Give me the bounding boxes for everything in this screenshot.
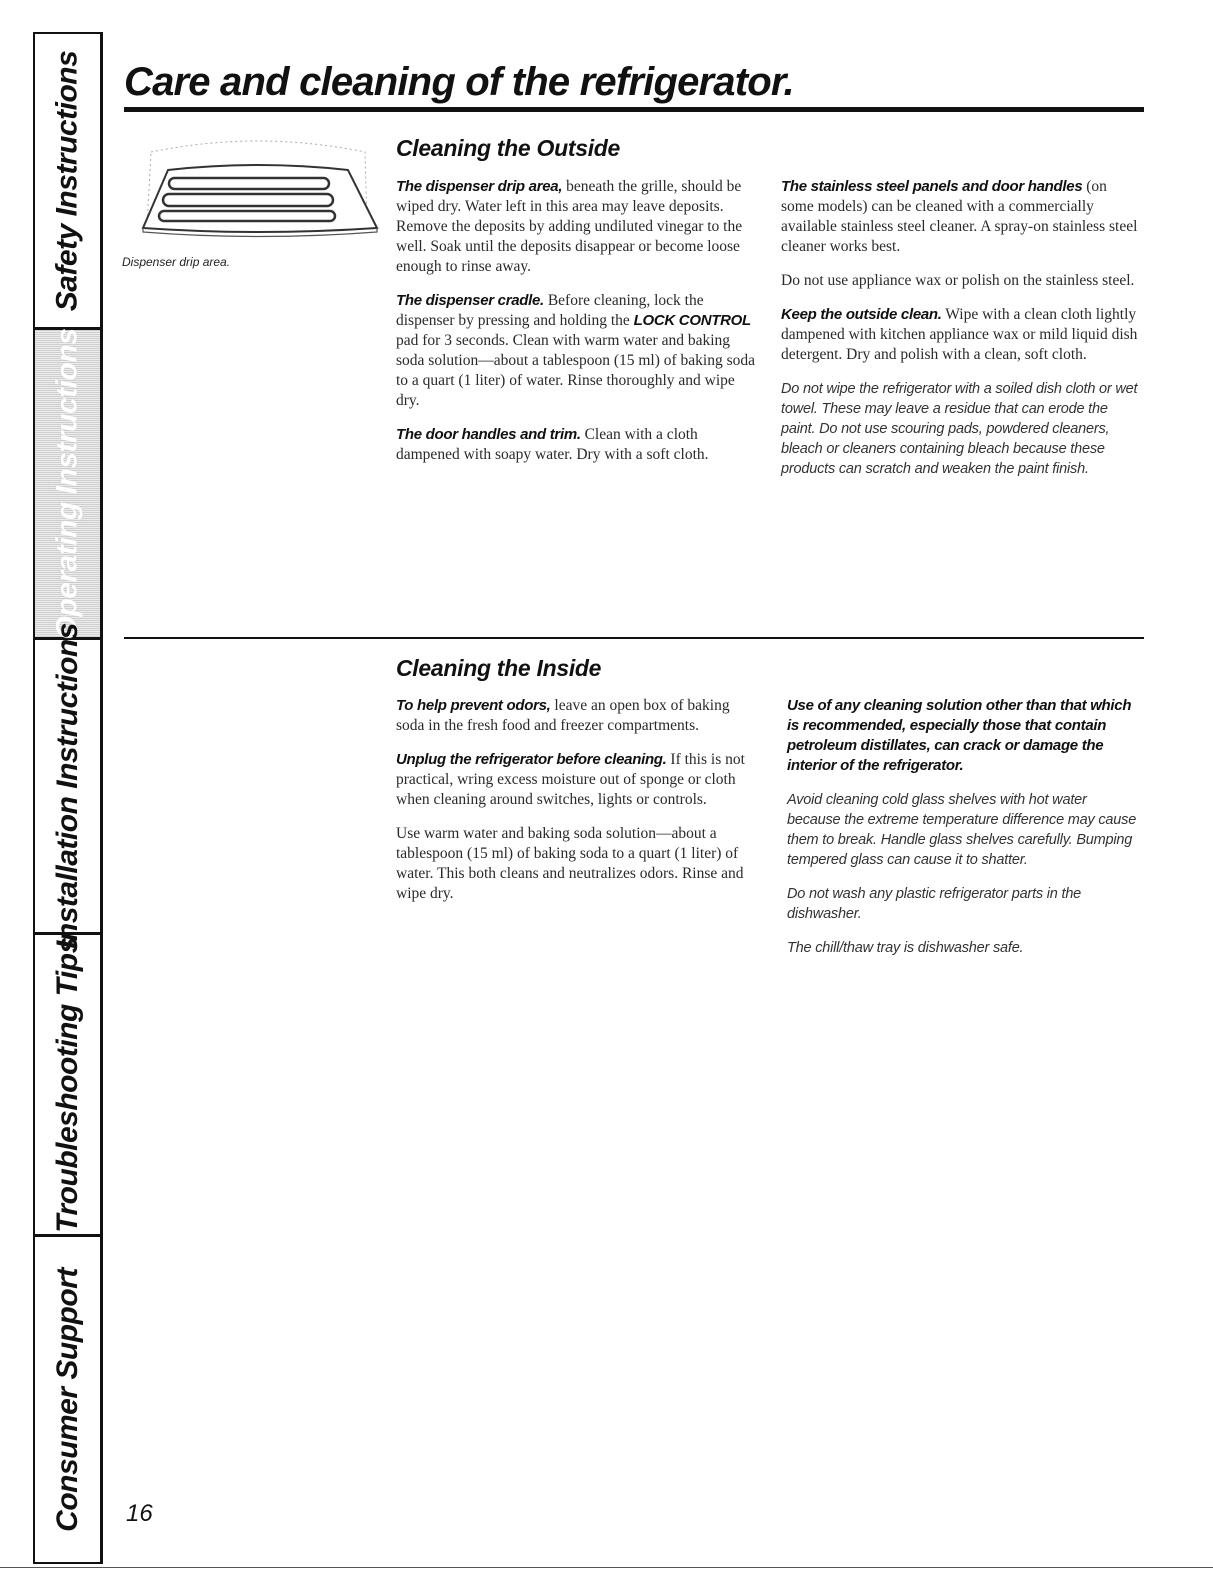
caution-note: Do not wash any plastic refrigerator parts in the dishwasher. — [787, 886, 1082, 922]
lead-in: To help prevent odors, — [396, 697, 551, 714]
page-title: Care and cleaning of the refrigerator. — [124, 60, 794, 104]
title-divider — [124, 107, 1144, 112]
lead-in: The door handles and trim. — [396, 426, 581, 443]
inside-left-column — [396, 696, 756, 918]
tab-troubleshooting-tips[interactable] — [35, 935, 100, 1237]
lead-in: The dispenser cradle. — [396, 292, 544, 309]
paragraph — [396, 291, 756, 411]
tab-label: Consumer Support — [50, 1267, 84, 1532]
body-text: If this is not practical, wring excess moisture out of sponge or cloth when cleaning around switches, lights or controls. — [396, 751, 745, 808]
tab-safety-instructions[interactable] — [35, 34, 100, 330]
lead-in: Unplug the refrigerator before cleaning. — [396, 751, 667, 768]
dispenser-drip-area-illustration — [133, 128, 383, 248]
tab-operating-instructions[interactable] — [35, 330, 100, 640]
tab-consumer-support[interactable] — [35, 1237, 100, 1562]
warning-note: Use of any cleaning solution other than that which is recommended, especially those that contain petroleum distillates, can crack or damage the interior of the refrigerator. — [787, 697, 1132, 774]
paragraph — [396, 696, 756, 736]
body-text: (on some models) can be cleaned with a commercially available stainless steel cleaner. A spray-on stainless steel cleaner works best. — [781, 178, 1138, 255]
figure-caption: Dispenser drip area. — [122, 255, 231, 269]
paragraph — [396, 750, 756, 810]
section-heading-inside: Cleaning the Inside — [396, 655, 602, 681]
body-text: Before cleaning, lock the dispenser by pressing and holding the — [396, 292, 704, 329]
paragraph — [781, 177, 1141, 257]
lead-in: The stainless steel panels and door handles — [781, 178, 1083, 195]
side-tab-strip — [33, 32, 103, 1564]
paragraph — [781, 305, 1141, 365]
body-text: pad for 3 seconds. Clean with warm water and baking soda solution—about a tablespoon (15 ml) of baking soda to a quart (1 liter) of water. Rinse thoroughly and wipe dry. — [396, 332, 756, 409]
lead-in: Keep the outside clean. — [781, 306, 942, 323]
inside-right-column — [787, 696, 1142, 972]
body-text: beneath the grille, should be wiped dry. Water left in this area may leave deposits. Remove the deposits by adding undiluted vinegar to the well. Soak until the deposits disappear or become loose enough to rinse away. — [396, 178, 743, 275]
section-heading-outside: Cleaning the Outside — [396, 135, 621, 161]
info-note: The chill/thaw tray is dishwasher safe. — [787, 940, 1024, 956]
lead-in: The dispenser drip area, — [396, 178, 563, 195]
paragraph: Use warm water and baking soda solution—about a tablespoon (15 ml) of baking soda to a quart (1 liter) of water. This both cleans and neutralizes odors. Rinse and wipe dry. — [396, 825, 744, 902]
tab-label: Operating Instructions — [50, 328, 84, 639]
tab-label: Safety Instructions — [50, 50, 84, 311]
paragraph: Do not use appliance wax or polish on the stainless steel. — [781, 272, 1135, 289]
bottom-edge-line — [0, 1567, 1213, 1568]
paragraph — [396, 177, 756, 277]
tab-installation-instructions[interactable] — [35, 623, 100, 949]
caution-note: Avoid cleaning cold glass shelves with hot water because the extreme temperature difference may cause them to break. Handle glass shelves carefully. Bumping tempered glass can cause it to shatter. — [787, 792, 1137, 868]
body-text: Wipe with a clean cloth lightly dampened with kitchen appliance wax or mild liquid dish detergent. Dry and polish with a clean, soft cloth. — [781, 306, 1138, 363]
tab-label: Troubleshooting Tips — [50, 936, 84, 1233]
caution-note: Do not wipe the refrigerator with a soiled dish cloth or wet towel. These may leave a residue that can erode the paint. Do not use scouring pads, powdered cleaners, bleach or cleaners containing bleach because these products can scratch and weaken the paint finish. — [781, 381, 1138, 477]
lock-control-label: LOCK CONTROL — [633, 312, 751, 329]
body-text: Clean with a cloth dampened with soapy water. Dry with a soft cloth. — [396, 426, 709, 463]
outside-left-column — [396, 177, 756, 479]
paragraph — [396, 425, 756, 465]
section-divider — [124, 637, 1144, 639]
body-text: leave an open box of baking soda in the fresh food and freezer compartments. — [396, 697, 730, 734]
outside-right-column — [781, 177, 1141, 493]
tab-label: Installation Instructions — [50, 623, 84, 949]
page-number: 16 — [126, 1500, 153, 1527]
